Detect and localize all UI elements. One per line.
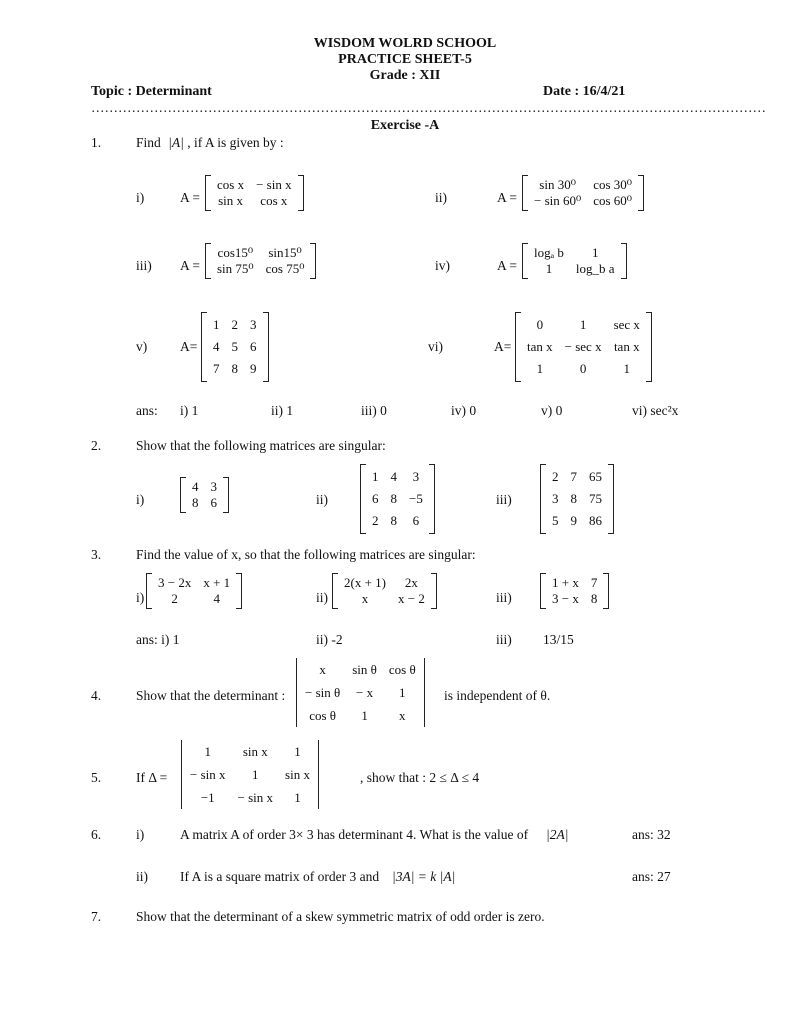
cell: 1 [294,790,301,805]
cell: cos 75⁰ [265,261,305,276]
q5-text-pre: If Δ = [136,770,168,785]
cell: 3 − 2x [158,575,192,590]
q1-ii-matrix [522,175,644,211]
cell: cos θ [388,662,416,677]
cell: sin 75⁰ [217,261,254,276]
q1-text-pre: Find [136,135,161,150]
q1-vi-lhs: A= [494,339,512,354]
q1-ans-1: i) 1 [180,403,199,418]
date: Date : 16/4/21 [543,84,626,99]
cell: 0 [536,317,544,332]
q3-ii-matrix [332,573,437,609]
cell: 1 [579,317,587,332]
cell: cos θ [309,708,337,723]
cell: 8 [570,491,577,506]
q5-determinant [181,740,319,809]
q7-text: Show that the determinant of a skew symmetric matrix of odd order is zero. [136,909,545,924]
school-name: WISDOM WOLRD SCHOOL [313,36,497,51]
q4-determinant [296,658,425,727]
q3-iii-label: iii) [496,590,512,605]
q2-iii-matrix [540,464,614,534]
cell: 2x [404,575,418,590]
cell: 3 [552,491,559,506]
q6-i-text: A matrix A of order 3× 3 has determinant 4. What is the value of [180,827,529,842]
q1-iv-lhs: A = [497,258,517,273]
q3-iii-matrix [540,573,609,609]
q3-number: 3. [91,547,102,562]
q2-iii-label: iii) [496,492,512,507]
cell: 3 [250,317,257,332]
q1-iv-label: iv) [435,258,450,273]
cell: sin15⁰ [268,245,302,260]
cell: 5 [552,513,559,528]
cell: 86 [589,513,602,528]
cell: 2 [171,591,178,606]
cell: 3 − x [552,591,579,606]
cell: cos15⁰ [217,245,254,260]
cell: logₐ b [534,245,564,260]
q1-v-lhs: A= [180,339,198,354]
q6-i-answer: ans: 32 [632,827,671,842]
cell: 75 [589,491,602,506]
cell: 1 [591,245,599,260]
q2-ii-matrix [360,464,435,534]
cell: 7 [570,469,577,484]
cell: −5 [409,491,423,506]
cell: 6 [372,491,379,506]
q1-ans-6: vi) sec²x [632,403,679,418]
q2-i-matrix [180,477,229,513]
q1-ans-4: iv) 0 [451,403,477,418]
dotted-divider: …………………………………………………………………………………………………………………………………… [91,100,766,115]
cell: 6 [412,513,420,528]
q1-v-label: v) [136,339,148,354]
q1-iii-lhs: A = [180,258,200,273]
cell: 8 [231,361,238,376]
cell: 7 [213,361,220,376]
cell: 1 + x [552,575,579,590]
q1-i-label: i) [136,190,145,205]
cell: 1 [294,744,301,759]
cell: 5 [231,339,238,354]
q1-ans-3: iii) 0 [361,403,387,418]
cell: cos 60⁰ [593,193,633,208]
q3-ans-3-label: iii) [496,632,512,647]
cell: − sin θ [305,685,341,700]
q1-number: 1. [91,135,102,150]
topic: Topic : Determinant [91,84,212,99]
cell: 1 [361,708,368,723]
q3-ii-label: ii) [316,590,328,605]
cell: 1 [213,317,220,332]
q1-iii-label: iii) [136,258,152,273]
cell: −1 [200,790,215,805]
cell: tan x [527,339,553,354]
cell: 2 [231,317,238,332]
cell: 65 [589,469,602,484]
sheet-title: PRACTICE SHEET-5 [338,52,472,67]
q6-ii-answer: ans: 27 [632,869,671,884]
q3-i-label: i) [136,590,145,605]
q1-vi-label: vi) [428,339,443,354]
cell: 9 [570,513,577,528]
q4-text-pre: Show that the determinant : [136,688,286,703]
cell: 8 [390,491,397,506]
exercise-title: Exercise -A [370,118,440,133]
cell: sin x [285,767,310,782]
cell: − sin 60⁰ [534,193,582,208]
q1-ans-5: v) 0 [541,403,563,418]
q1-ii-label: ii) [435,190,447,205]
cell: 4 [213,339,220,354]
q3-ans-3-value: 13/15 [543,632,574,647]
cell: cos 30⁰ [593,177,633,192]
q3-ans-1: ans: i) 1 [136,632,180,647]
cell: 8 [192,495,199,510]
cell: x [319,662,326,677]
cell: 1 [536,361,544,376]
q3-text: Find the value of x, so that the following matrices are singular: [136,547,476,562]
q1-text-post: , if A is given by : [187,135,284,150]
q5-text-post: , show that : 2 ≤ Δ ≤ 4 [360,770,480,785]
q1-ans-2: ii) 1 [271,403,294,418]
cell: sin x [218,193,243,208]
cell: 0 [579,361,587,376]
q2-i-label: i) [136,492,145,507]
cell: 1 [204,744,211,759]
q1-v-matrix [201,312,269,382]
cell: 1 [623,361,630,376]
cell: 8 [390,513,397,528]
cell: cos x [217,177,245,192]
q1-ii-lhs: A = [497,190,517,205]
q4-text-post: is independent of θ. [444,688,551,703]
cell: sin 30⁰ [539,177,576,192]
q6-ii-text: If A is a square matrix of order 3 and [180,869,380,884]
cell: 9 [250,361,257,376]
q4-number: 4. [91,688,102,703]
q1-text [136,135,284,151]
cell: tan x [613,339,640,354]
q1-det-symbol: |A| [168,135,184,150]
cell: 1 [372,469,379,484]
cell: 4 [192,479,199,494]
cell: sin x [242,744,268,759]
cell: x [361,591,369,606]
q7-number: 7. [91,909,102,924]
q1-iii-matrix [205,243,316,279]
cell: − sin x [256,177,292,192]
cell: 2 [552,469,559,484]
cell: 3 [210,479,217,494]
cell: 1 [399,685,406,700]
q3-ans-2: ii) -2 [316,632,343,647]
q2-text: Show that the following matrices are singular: [136,438,386,453]
cell: 4 [390,469,397,484]
q6-ii-expression: |3A| = k |A| [392,869,456,884]
cell: 2 [372,513,379,528]
cell: 8 [590,591,598,606]
cell: x [399,708,406,723]
cell: 2(x + 1) [344,575,386,590]
q1-ans-label: ans: [136,403,158,418]
cell: 7 [590,575,598,590]
grade: Grade : XII [369,68,441,83]
cell: 3 [412,469,420,484]
cell: x + 1 [203,575,231,590]
q1-vi-matrix [515,312,652,382]
q1-iv-matrix [522,243,627,279]
q6-i-expression: |2A| [546,827,569,842]
q3-i-matrix [146,573,242,609]
q2-number: 2. [91,438,102,453]
cell: log_b a [575,261,615,276]
cell: cos x [260,193,288,208]
cell: 6 [210,495,217,510]
cell: x − 2 [398,591,425,606]
q2-ii-label: ii) [316,492,328,507]
q6-number: 6. [91,827,102,842]
q1-i-lhs: A = [180,190,200,205]
q6-i-label: i) [136,827,145,842]
cell: sec x [613,317,640,332]
cell: − sin x [237,790,274,805]
q1-i-matrix [205,175,304,211]
q6-ii-label: ii) [136,869,148,884]
q5-number: 5. [91,770,102,785]
cell: sin θ [352,662,377,677]
cell: − x [356,685,374,700]
cell: − sec x [564,339,602,354]
cell: 1 [545,261,553,276]
cell: 1 [252,767,259,782]
cell: − sin x [190,767,226,782]
cell: 6 [250,339,257,354]
cell: 4 [213,591,221,606]
